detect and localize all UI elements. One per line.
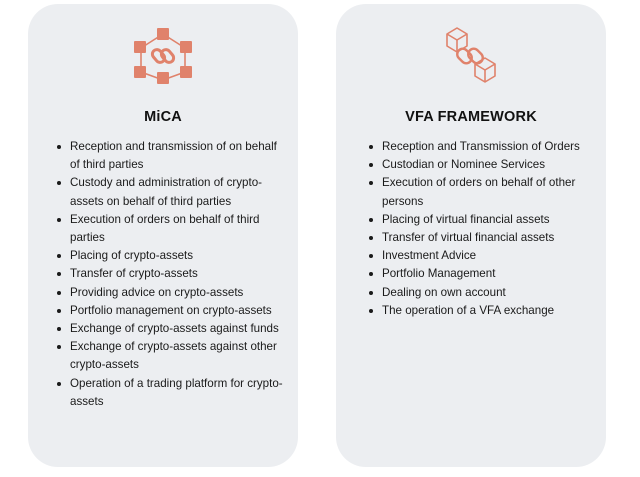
list-item: Providing advice on crypto-assets [70,284,284,302]
list-item: Transfer of virtual financial assets [382,229,596,247]
list-item: Portfolio Management [382,265,596,283]
list-item: The operation of a VFA exchange [382,302,596,320]
list-item: Exchange of crypto-assets against other crypto-assets [70,338,284,374]
mica-card [28,4,298,467]
mica-title: MiCA [144,109,182,125]
list-item: Custody and administration of crypto-assets on behalf of third parties [70,174,284,210]
linked-blocks-icon [433,26,509,91]
list-item: Execution of orders on behalf of third parties [70,211,284,247]
vfa-service-list [382,138,596,320]
list-item: Portfolio management on crypto-assets [70,302,284,320]
list-item: Placing of crypto-assets [70,247,284,265]
mica-service-list [70,138,284,411]
list-item: Operation of a trading platform for crypto-assets [70,375,284,411]
vfa-framework-card [336,4,606,467]
list-item: Investment Advice [382,247,596,265]
list-item: Dealing on own account [382,284,596,302]
list-item: Placing of virtual financial assets [382,211,596,229]
list-item: Reception and transmission of on behalf of third parties [70,138,284,174]
list-item: Custodian or Nominee Services [382,156,596,174]
list-item: Execution of orders on behalf of other persons [382,174,596,210]
blockchain-network-icon [125,26,201,91]
list-item: Reception and Transmission of Orders [382,138,596,156]
vfa-framework-title: VFA FRAMEWORK [405,109,537,125]
list-item: Transfer of crypto-assets [70,265,284,283]
list-item: Exchange of crypto-assets against funds [70,320,284,338]
